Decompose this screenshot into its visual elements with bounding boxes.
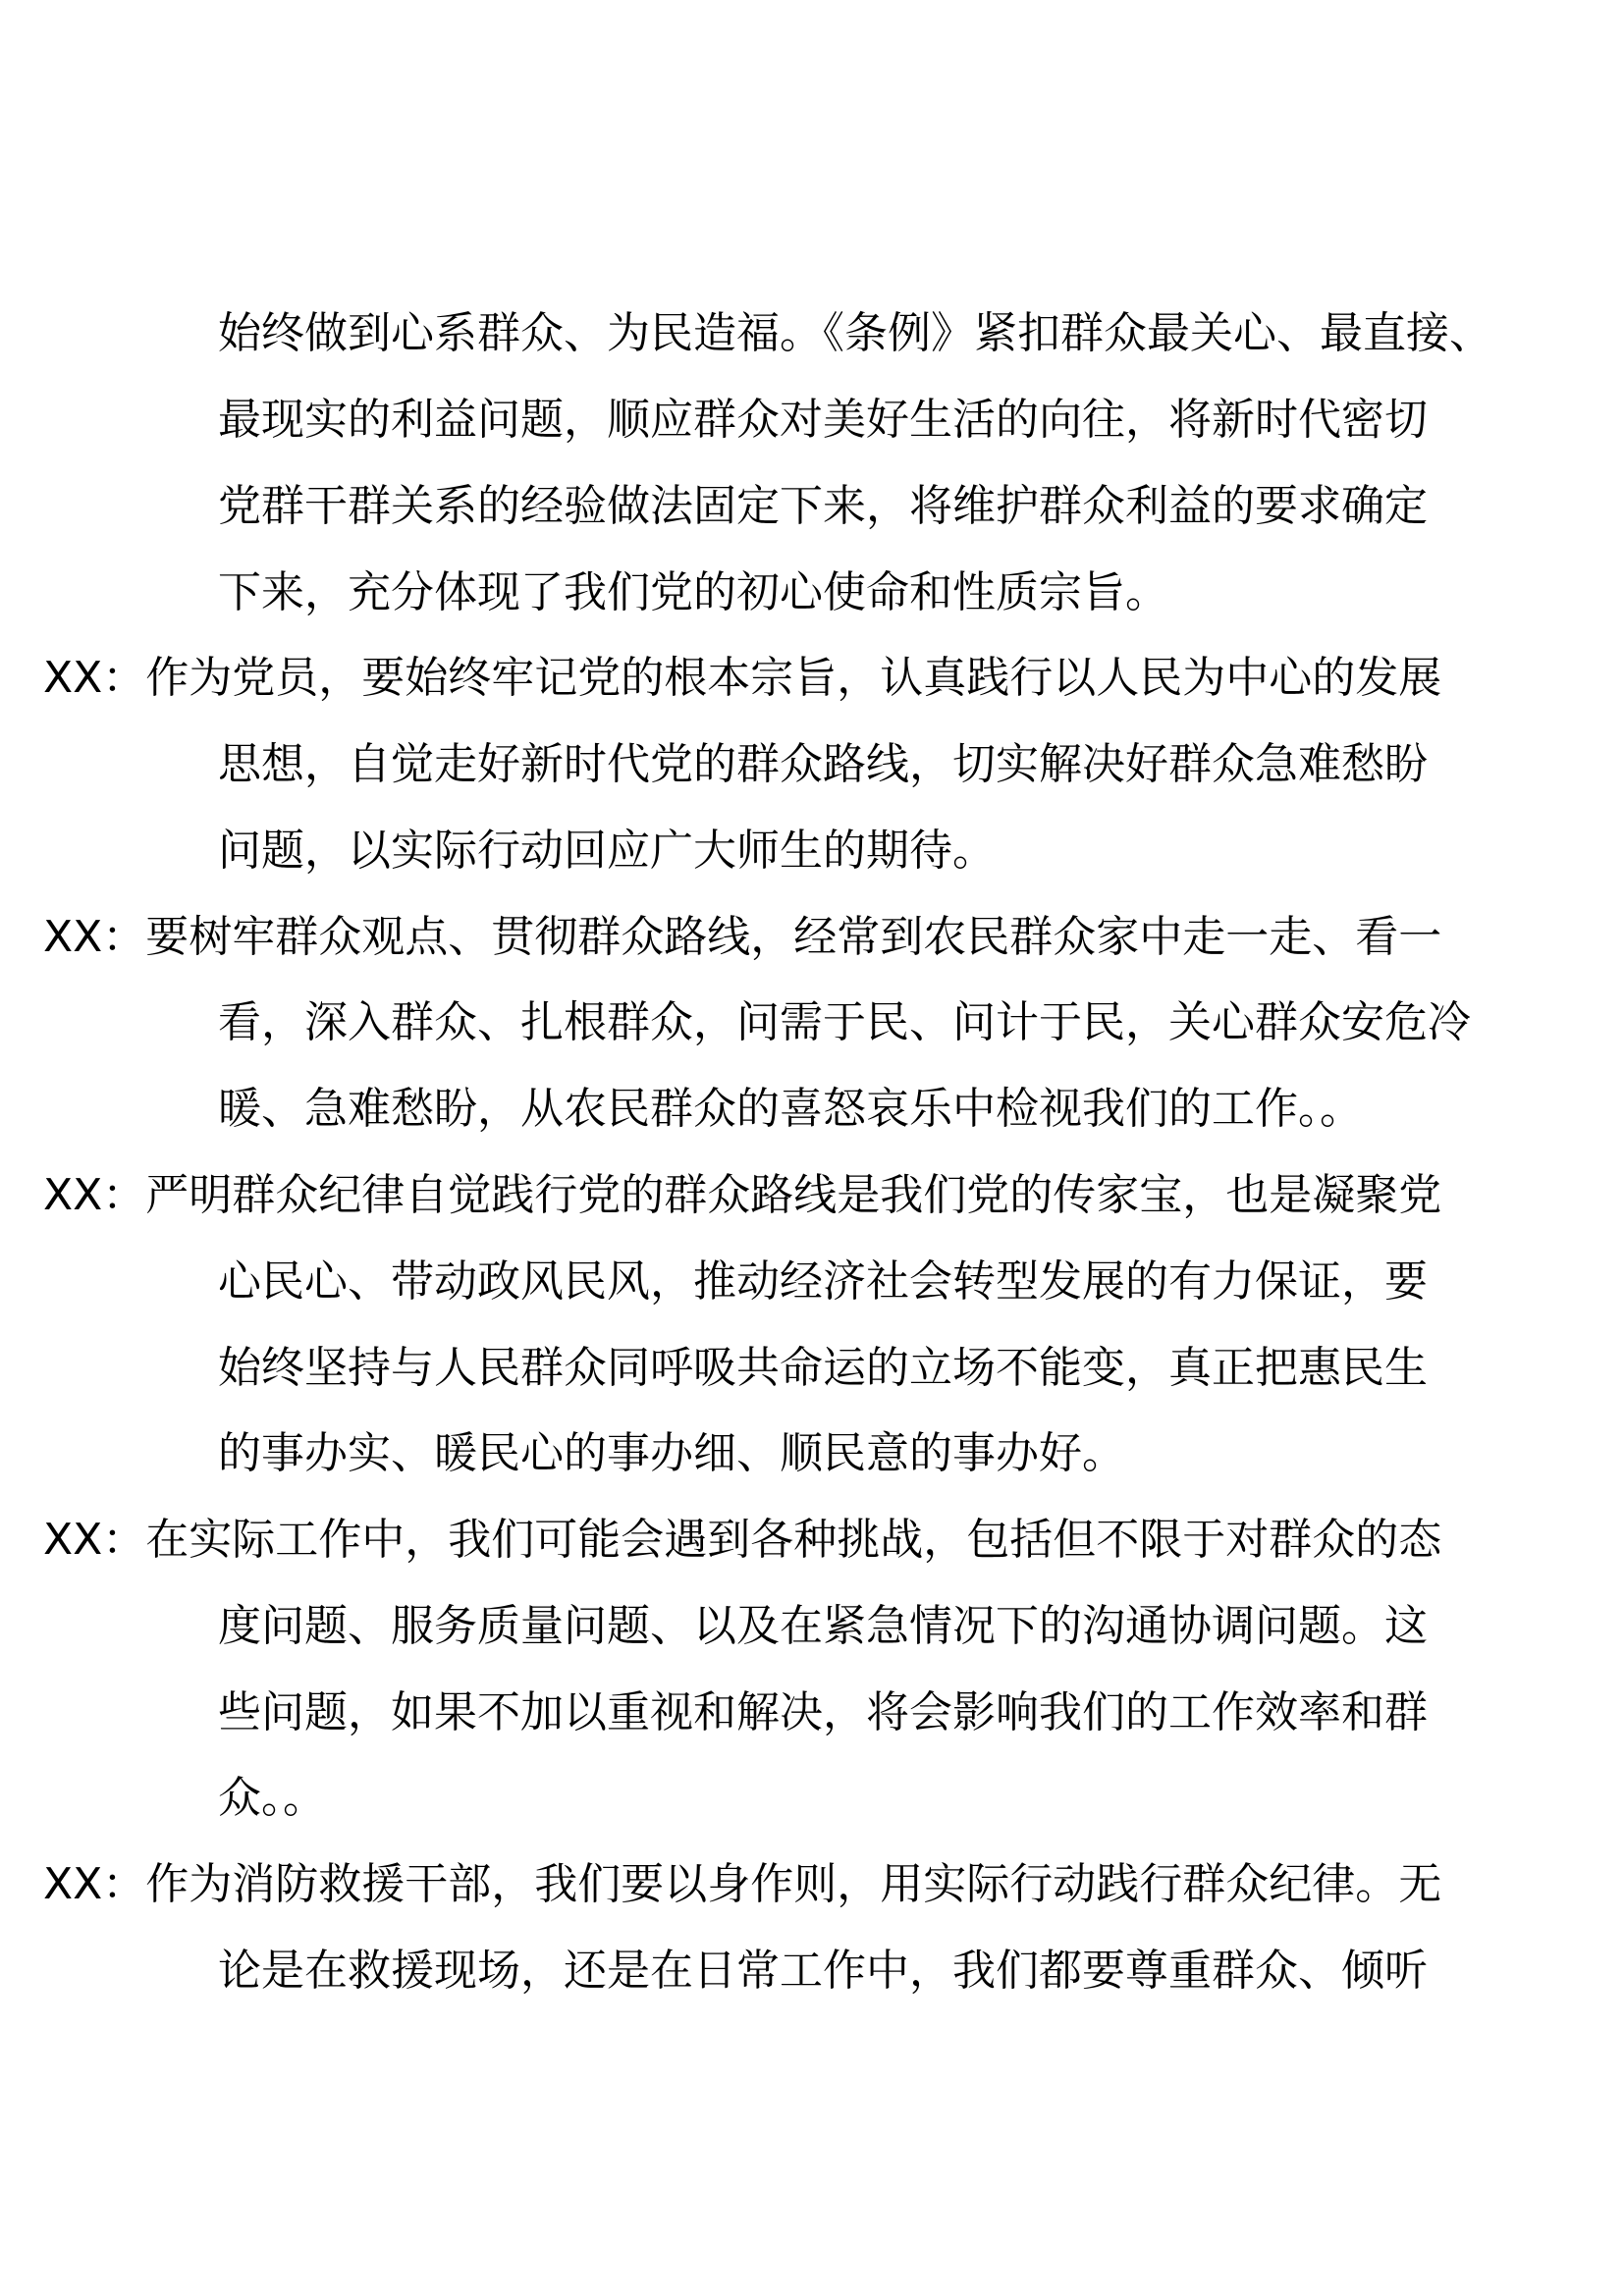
paragraph-line: 看，深入群众、扎根群众，问需于民、问计于民，关心群众安危冷	[218, 997, 1471, 1047]
paragraph-line: 作为消防救援干部，我们要以身作则，用实际行动践行群众纪律。无	[145, 1859, 1442, 1909]
paragraph-line: 暖、急难愁盼，从农民群众的喜怒哀乐中检视我们的工作。。	[218, 1084, 1363, 1134]
speaker-paragraph	[43, 1511, 1441, 1570]
paragraph-line: 最现实的利益问题，顺应群众对美好生活的向往，将新时代密切	[218, 395, 1428, 445]
paragraph-line: 党群干群关系的经验做法固定下来，将维护群众利益的要求确定	[218, 481, 1428, 531]
speaker-paragraph	[43, 1855, 1441, 1914]
speaker-paragraph	[43, 649, 1441, 708]
paragraph-line: 思想，自觉走好新时代党的群众路线，切实解决好群众急难愁盼	[218, 739, 1428, 789]
paragraph-line: 的事办实、暖民心的事办细、顺民意的事办好。	[218, 1428, 1125, 1478]
speaker-colon: ：	[102, 1515, 146, 1565]
paragraph-line: 众。。	[218, 1773, 326, 1823]
speaker-paragraph	[43, 908, 1441, 967]
paragraph-line: 些问题，如果不加以重视和解决，将会影响我们的工作效率和群	[218, 1687, 1428, 1737]
speaker-label: XX	[43, 912, 103, 962]
speaker-label: XX	[43, 653, 103, 703]
paragraph-line: 始终坚持与人民群众同呼吸共命运的立场不能变，真正把惠民生	[218, 1343, 1428, 1393]
paragraph-line: 心民心、带动政风民风，推动经济社会转型发展的有力保证，要	[218, 1256, 1428, 1307]
paragraph-line: 问题，以实际行动回应广大师生的期待。	[218, 826, 996, 876]
paragraph-line: 下来，充分体现了我们党的初心使命和性质宗旨。	[218, 567, 1168, 617]
speaker-label: XX	[43, 1515, 103, 1565]
speaker-colon: ：	[102, 653, 146, 703]
paragraph-line: 要树牢群众观点、贯彻群众路线，经常到农民群众家中走一走、看一	[145, 912, 1442, 962]
speaker-label: XX	[43, 1170, 103, 1220]
paragraph-line: 度问题、服务质量问题、以及在紧急情况下的沟通协调问题。这	[218, 1601, 1428, 1651]
paragraph-line: 作为党员，要始终牢记党的根本宗旨，认真践行以人民为中心的发展	[145, 653, 1442, 703]
paragraph-line: 严明群众纪律自觉践行党的群众路线是我们党的传家宝，也是凝聚党	[145, 1170, 1442, 1220]
paragraph-line: 始终做到心系群众、为民造福。《条例》紧扣群众最关心、最直接、	[218, 308, 1492, 358]
speaker-colon: ：	[102, 1170, 146, 1220]
paragraph-line: 在实际工作中，我们可能会遇到各种挑战，包括但不限于对群众的态	[145, 1515, 1442, 1565]
paragraph-line: 论是在救援现场，还是在日常工作中，我们都要尊重群众、倾听	[218, 1946, 1428, 1996]
speaker-colon: ：	[102, 912, 146, 962]
speaker-colon: ：	[102, 1859, 146, 1909]
speaker-label: XX	[43, 1859, 103, 1909]
speaker-paragraph	[43, 1166, 1441, 1225]
